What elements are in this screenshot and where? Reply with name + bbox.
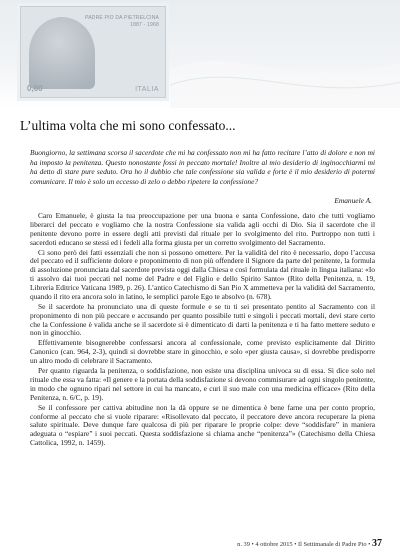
stamp-country: ITALIA	[135, 86, 159, 93]
page-footer	[237, 538, 382, 549]
reader-signature: Emanuele A.	[334, 196, 372, 205]
page-number: 37	[372, 538, 382, 549]
article-paragraph: Se il confessore per cattiva abitudine non la dà oppure se ne dimentica è bene farne una per conto proprio, conforme al peccato che si vuole riparare: «Risollevato dal peccato, il peccatore deve ancora recuperare la piena salute spirituale. Deve dunque fare qualcosa di più per riparare le proprie colpe: deve “soddisfare” in maniera adeguata o “espiare” i suoi peccati. Questa soddisfazione si chiama anche “penitenza”» (Catechismo della Chiesa Cattolica, 1992, n. 1459).	[30, 402, 375, 448]
header-banner	[0, 0, 400, 108]
article-body	[30, 212, 375, 449]
postage-stamp	[20, 6, 166, 98]
issue-info: n. 39 • 4 ottobre 2015 • Il Settimanale di Padre Pio •	[237, 541, 371, 548]
article-title: L’ultima volta che mi sono confessato...	[20, 118, 236, 133]
padre-pio-portrait	[29, 17, 95, 89]
article-paragraph: Ci sono però dei fatti essenziali che non si possono omettere. Per la validità del rito è necessario, dopo l’accusa del peccato ed il sufficiente dolore e proponimento di non più offendere il Signore da parte del penitente, la formula di assoluzione pronunciata dal sacerdote prevista oggi dalla Chiesa e così formulata dal rituale in lingua italiana: «Io ti assolvo dai tuoi peccati nel nome del Padre e del Figlio e dello Spirito Santo» (Rito della Penitenza, n. 19, Libreria Editrice Vaticana 1989, p. 26). L’antico Catechismo di San Pio X ammetteva per la validità del Sacramento, quando il rito era ancora solo in latino, le semplici parole Ego te absolvo (n. 678).	[30, 247, 375, 301]
article-paragraph: Effettivamente bisognerebbe confessarsi ancora al confessionale, come previsto esplicitamente dal Diritto Canonico (can. 964, 2-3), quindi si dovrebbe stare in ginocchio, e solo «per giusta causa», si dovrebbe predisporre un altro modo di celebrare il Sacramento.	[30, 338, 375, 366]
stamp-value: 0,60	[27, 84, 43, 93]
decorative-wave	[170, 0, 400, 108]
article-paragraph: Per quanto riguarda la penitenza, o soddisfazione, non esiste una disciplina univoca su di essa. Si dice solo nel rituale che essa va fatta: «Il genere e la portata della soddisfazione si devono commisurare ad ogni singolo penitente, in modo che ognuno ripari nel settore in cui ha mancato, e curi il suo male con una medicina efficace» (Rito della Penitenza, n. 6/C, p. 19).	[30, 366, 375, 402]
stamp-years: 1887 - 1968	[130, 22, 159, 28]
article-paragraph: Se il sacerdote ha pronunciato una di queste formule e se tu ti sei presentato pentito al Sacramento con il proponimento di non più peccare e accusando per quanto possibile tutti e singoli i peccati mortali, devi stare certo che la Confessione è valida anche se il sacerdote si è dimenticato di darti la penitenza e ti ha fatto mettere seduto e non in ginocchio.	[30, 301, 375, 338]
reader-letter: Buongiorno, la settimana scorsa il sacerdote che mi ha confessato non mi ha fatto recitare l’atto di dolore e non mi ha imposto la penitenza. Questo nonostante fossi in peccato mortale! Inoltre al mio desiderio di inginocchiarmi mi ha detto di stare pure seduto. Ora ho il dubbio che tale confessione sia valida e forte è il mio desiderio di potermi comunicare. Il mio è solo un eccesso di zelo o debbo ripetere la confessione?	[30, 148, 375, 186]
stamp-caption: PADRE PIO DA PIETRELCINA	[85, 15, 159, 21]
article-paragraph: Caro Emanuele, è giusta la tua preoccupazione per una buona e santa Confessione, dato che tutti vogliamo liberarci del peccato e vogliamo che la nostra Confessione sia valida agli occhi di Dio. Sia il sacerdote che il penitente devono porre in essere degli atti previsti dal rituale per lo svolgimento del rito. Purtroppo non tutti i sacerdoti educano se stessi ed i fedeli alla forma giusta per un corretto svolgimento del Sacramento.	[30, 211, 375, 247]
